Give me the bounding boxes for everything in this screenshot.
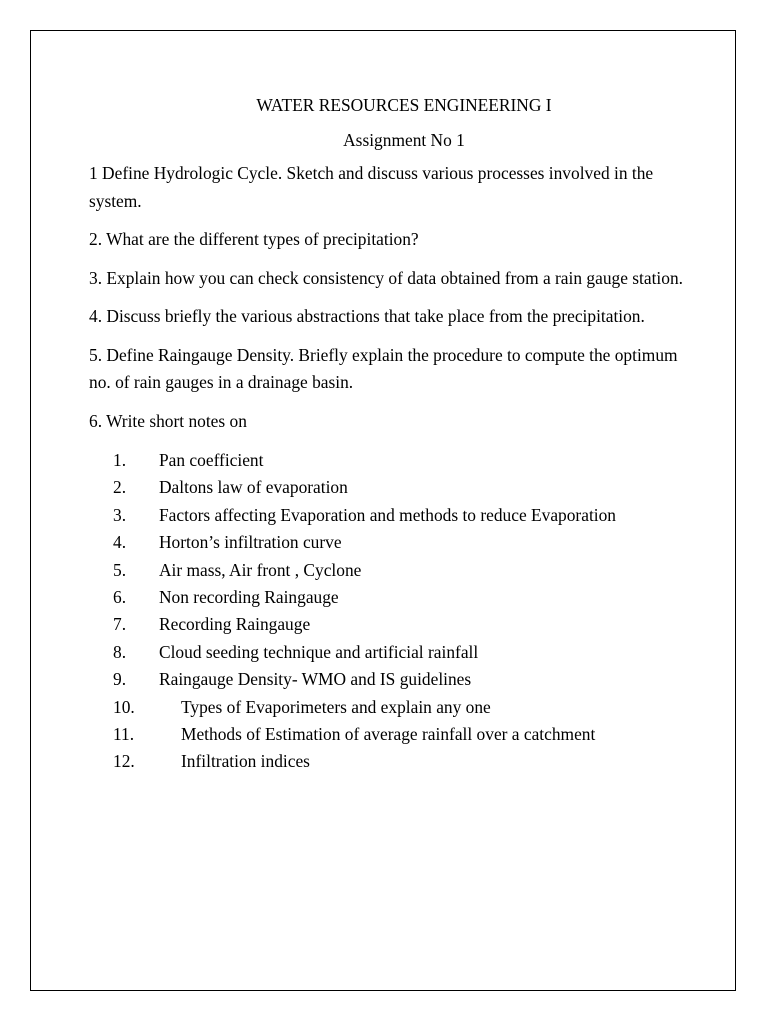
list-item-text: Factors affecting Evaporation and methods to reduce Evaporation: [159, 504, 616, 525]
list-item-text: Non recording Raingauge: [159, 586, 339, 607]
list-item: [89, 502, 689, 529]
list-item-number: 4.: [113, 532, 127, 553]
list-item-number: 6.: [113, 586, 127, 607]
list-item: [89, 748, 689, 775]
list-item: [89, 557, 689, 584]
list-item-text: Types of Evaporimeters and explain any one: [181, 696, 491, 717]
question-4: 4. Discuss briefly the various abstractions that take place from the precipitation.: [89, 306, 645, 326]
list-item-number: 10.: [113, 696, 135, 717]
document-body: [89, 92, 689, 776]
list-item-text: Daltons law of evaporation: [159, 477, 348, 498]
list-item: [89, 447, 689, 474]
short-notes-list: [89, 447, 689, 776]
list-item-number: 11.: [113, 723, 135, 744]
list-item-text: Horton’s infiltration curve: [159, 532, 342, 553]
list-item: [89, 611, 689, 638]
question-2: 2. What are the different types of precipitation?: [89, 229, 419, 249]
question-6-heading: 6. Write short notes on: [89, 410, 247, 431]
list-item-text: Air mass, Air front , Cyclone: [159, 559, 362, 580]
list-item-number: 5.: [113, 559, 127, 580]
list-item-number: 3.: [113, 504, 127, 525]
list-item-number: 8.: [113, 641, 127, 662]
assignment-number: Assignment No 1: [343, 130, 465, 150]
question-1: 1 Define Hydrologic Cycle. Sketch and discuss various processes involved in the system.: [89, 163, 654, 211]
list-item-number: 12.: [113, 751, 135, 772]
list-item-number: 2.: [113, 477, 127, 498]
list-item-number: 1.: [113, 450, 127, 470]
document-title: WATER RESOURCES ENGINEERING I: [256, 95, 552, 115]
list-item: [89, 666, 689, 693]
list-item-number: 7.: [113, 614, 127, 635]
list-item: [89, 584, 689, 611]
list-item-text: Infiltration indices: [181, 751, 310, 772]
list-item: [89, 694, 689, 721]
question-5: 5. Define Raingauge Density. Briefly explain the procedure to compute the optimum no. of rain gauges in a drainage basin.: [89, 344, 678, 392]
list-item: [89, 474, 689, 501]
list-item-text: Recording Raingauge: [159, 614, 311, 635]
question-3: 3. Explain how you can check consistency of data obtained from a rain gauge station.: [89, 267, 683, 288]
list-item: [89, 721, 689, 748]
list-item-text: Methods of Estimation of average rainfall over a catchment: [181, 723, 596, 744]
list-item-text: Raingauge Density- WMO and IS guidelines: [159, 669, 472, 690]
list-item: [89, 639, 689, 666]
list-item-text: Cloud seeding technique and artificial rainfall: [159, 641, 479, 662]
list-item-number: 9.: [113, 669, 127, 690]
list-item-text: Pan coefficient: [159, 450, 264, 470]
list-item: [89, 529, 689, 556]
